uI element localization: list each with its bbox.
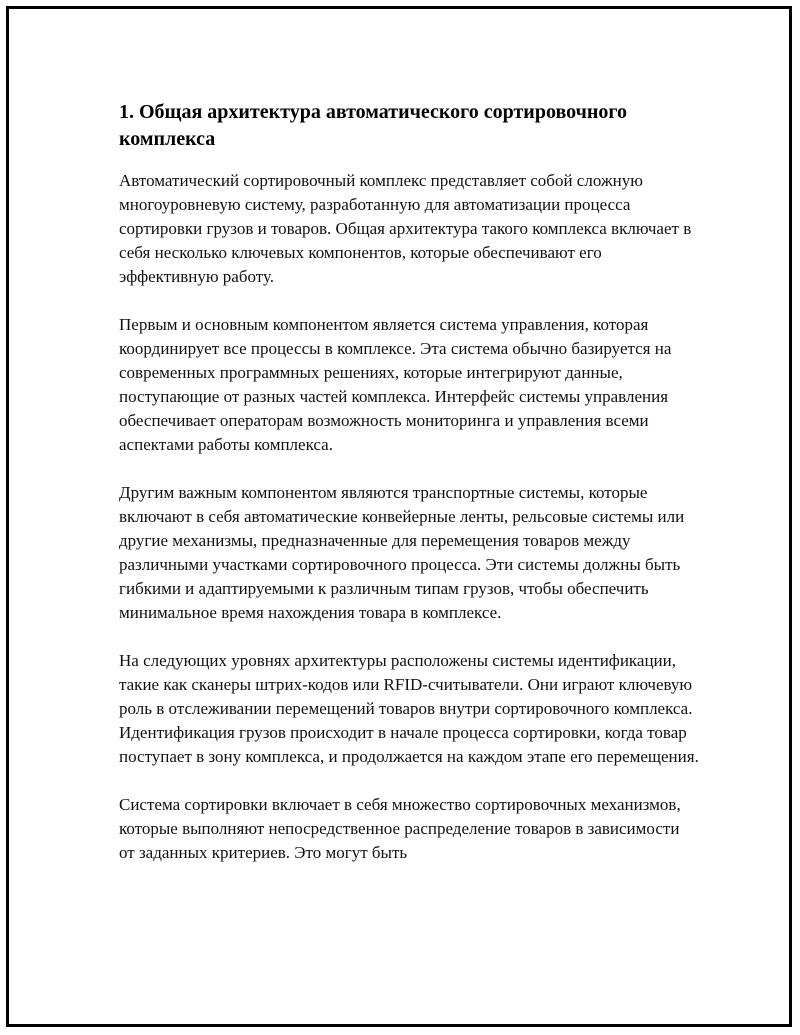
paragraph-4: На следующих уровнях архитектуры расположены системы идентификации, такие как сканеры штрих-кодов или RFID-считыватели. Они играют ключевую роль в отслеживании перемещений товаров внутри сортировочного комплекса. Идентификация грузов происходит в начале процесса сортировки, когда товар поступает в зону комплекса, и продолжается на каждом этапе его перемещения. — [119, 651, 699, 766]
document-page — [6, 6, 792, 1027]
paragraph-2: Первым и основным компонентом является система управления, которая координирует все процессы в комплексе. Эта система обычно базируется на современных программных решениях, которые интегрируют данные, поступающие от разных частей комплекса. Интерфейс системы управления обеспечивает операторам возможность мониторинга и управления всеми аспектами работы комплекса. — [119, 315, 672, 454]
document-body — [119, 99, 699, 889]
paragraph-1: Автоматический сортировочный комплекс представляет собой сложную многоуровневую систему, разработанную для автоматизации процесса сортировки грузов и товаров. Общая архитектура такого комплекса включает в себя несколько ключевых компонентов, которые обеспечивают его эффективную работу. — [119, 171, 692, 286]
section-title: 1. Общая архитектура автоматического сортировочного комплекса — [119, 101, 627, 150]
paragraph-3: Другим важным компонентом являются транспортные системы, которые включают в себя автоматические конвейерные ленты, рельсовые системы или другие механизмы, предназначенные для перемещения товаров между различными участками сортировочного процесса. Эти системы должны быть гибкими и адаптируемыми к различным типам грузов, чтобы обеспечить минимальное время нахождения товара в комплексе. — [119, 483, 685, 622]
paragraph-5: Система сортировки включает в себя множество сортировочных механизмов, которые выполняют непосредственное распределение товаров в зависимости от заданных критериев. Это могут быть — [119, 795, 681, 862]
